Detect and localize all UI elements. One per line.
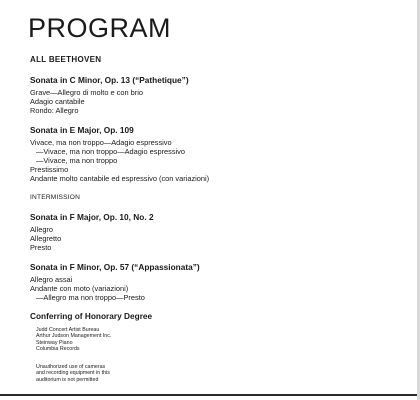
notice-line: auditorium is not permitted xyxy=(36,376,99,383)
movement-line: Presto xyxy=(30,243,52,252)
movement-line: —Vivace, ma non troppo xyxy=(36,156,118,165)
movement-line: Allegretto xyxy=(30,234,62,243)
sonata-title: Sonata in C Minor, Op. 13 (“Pathetique”) xyxy=(30,75,189,85)
movement-line: Andante con moto (variazioni) xyxy=(30,284,129,293)
credit-line: Arthur Judson Management Inc. xyxy=(36,333,112,340)
movement-line: Allegro xyxy=(30,225,54,234)
sonata-title: Sonata in E Major, Op. 109 xyxy=(30,125,134,135)
bottom-rule xyxy=(0,394,420,396)
movement-line: Prestissimo xyxy=(30,165,69,174)
final-program-item: Conferring of Honorary Degree xyxy=(30,311,153,321)
movement-line: Vivace, ma non troppo—Adagio espressivo xyxy=(30,138,172,147)
movement-line: Adagio cantabile xyxy=(30,97,85,106)
sonata-title: Sonata in F Minor, Op. 57 (“Appassionata”) xyxy=(30,262,200,272)
intermission-label: INTERMISSION xyxy=(30,194,81,201)
movement-line: Grave—Allegro di molto e con brio xyxy=(30,88,143,97)
program-page xyxy=(30,10,400,322)
sonata-section-1 xyxy=(30,75,400,115)
notice-line: Unauthorized use of cameras xyxy=(36,364,106,370)
movement-line: Andante molto cantabile ed espressivo (con variazioni) xyxy=(30,174,210,183)
movement-line: —Allegro ma non troppo—Presto xyxy=(36,293,145,302)
movement-line: Rondo: Allegro xyxy=(30,106,79,115)
credits-block xyxy=(36,327,111,353)
composer-heading: ALL BEETHOVEN xyxy=(30,55,102,64)
movement-line: —Vivace, ma non troppo—Adagio espressivo xyxy=(36,147,185,156)
sonata-section-4 xyxy=(30,262,400,302)
camera-notice xyxy=(36,364,110,383)
credit-line: Judd Concert Artist Bureau xyxy=(36,327,100,333)
credit-line: Columbia Records xyxy=(36,346,80,353)
credit-line: Steinway Piano xyxy=(36,339,73,346)
sonata-title: Sonata in F Major, Op. 10, No. 2 xyxy=(30,212,154,222)
page-title: PROGRAM xyxy=(28,13,172,43)
sonata-section-2 xyxy=(30,125,400,183)
sonata-section-3 xyxy=(30,212,400,252)
notice-line: and recording equipment in this xyxy=(36,370,110,377)
movement-line: Allegro assai xyxy=(30,275,73,284)
